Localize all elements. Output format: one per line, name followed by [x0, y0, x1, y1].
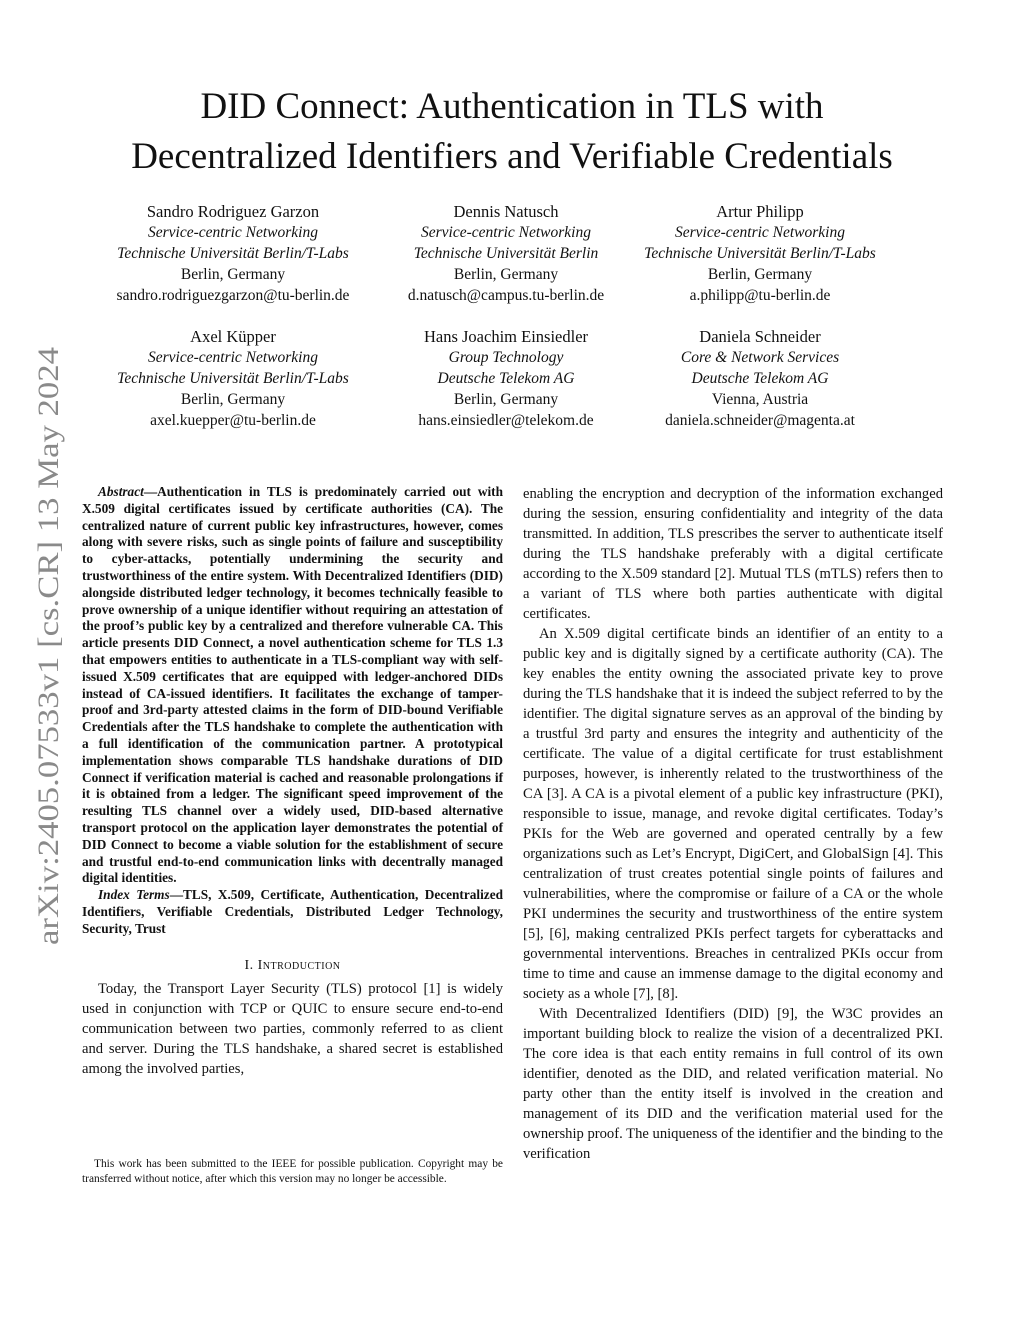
- left-column: [82, 484, 503, 1079]
- arxiv-stamp: [22, 345, 72, 945]
- author-dept: Service-centric Networking: [147, 349, 318, 366]
- author-email: d.natusch@campus.tu-berlin.de: [407, 287, 605, 304]
- author-dept: Service-centric Networking: [147, 224, 318, 241]
- author-name: Hans Joachim Einsiedler: [423, 327, 589, 346]
- author-name: Daniela Schneider: [699, 327, 821, 346]
- author-email: axel.kuepper@tu-berlin.de: [150, 412, 316, 429]
- author-email: daniela.schneider@magenta.at: [665, 412, 855, 429]
- abstract-text: —Authentication in TLS is predominately carried out with X.509 digital certificates issued by certificate authorities (CA). The centralized nature of current public key infrastructures, however, comes along with severe risks, such as single points of failure and susceptibility to cyber-attacks, potentially undermining the security and trustworthiness of the entire system. With Decentralized Identifiers (DID) alongside distributed ledger technology, it becomes technically feasible to prove ownership of a unique identifier without requiring an attestation of the proof’s public key by a centralized and therefore vulnerable CA. This article presents DID Connect, a novel authentication scheme for TLS 1.3 that empowers entities to authenticate in a TLS-compliant way with self-issued X.509 certificates that are equipped with ledger-anchored DIDs instead of CA-issued identifiers. It facilitates the exchange of tamper-proof and 3rd-party attested claims in the form of DID-bound Verifiable Credentials after the TLS handshake to complete the authentication with a full identification of the communication partner. A prototypical implementation shows comparable TLS handshake durations of DID Connect if verification material is cached and reasonable prolongations if it is obtained from a ledger. The significant speed improvement of the resulting TLS channel over a widely used, DID-based alternative transport protocol on the application layer demonstrates the potential of DID Connect to become a viable solution for the establishment of secure and trustful end-to-end communication links with decentrally managed digital identities.: [82, 484, 503, 886]
- abstract-label: Abstract: [98, 484, 144, 499]
- section-title: Introduction: [257, 957, 341, 973]
- author-org: Deutsche Telekom AG: [437, 370, 575, 387]
- intro-paragraph-1: Today, the Transport Layer Security (TLS) protocol [1] is widely used in conjunction with TCP or QUIC to ensure secure end-to-end communication between two parties, commonly referred to as client and server. During the TLS handshake, a shared secret is established among the involved parties,: [82, 980, 503, 1077]
- arxiv-id-text: arXiv:2405.07533v1 [cs.CR] 13 May 2024: [32, 428, 65, 945]
- author-org: Deutsche Telekom AG: [691, 370, 829, 387]
- author-location: Berlin, Germany: [707, 266, 813, 283]
- author-location: Berlin, Germany: [453, 391, 559, 408]
- author-name: Dennis Natusch: [453, 202, 559, 221]
- author-block: [73, 201, 393, 306]
- author-org: Technische Universität Berlin/T-Labs: [644, 245, 876, 262]
- author-dept: Service-centric Networking: [420, 224, 591, 241]
- author-name: Axel Küpper: [190, 327, 276, 346]
- author-dept: Service-centric Networking: [674, 224, 845, 241]
- author-location: Berlin, Germany: [180, 266, 286, 283]
- body-paragraph-3: With Decentralized Identifiers (DID) [9], the W3C provides an important building block to realize the vision of a decentralized PKI. The core idea is that each entity remains in full control of its own identifier, denoted as the DID, and related verification material. No party other than the entity itself is involved in the creation and management of its DID and the verification material used for the ownership proof. The uniqueness of the identifier and the binding to the verification: [523, 1006, 943, 1162]
- abstract: [82, 484, 503, 887]
- title-line-2: Decentralized Identifiers and Verifiable Credentials: [131, 136, 893, 177]
- paper-title: [60, 82, 964, 182]
- author-block: [600, 326, 920, 431]
- index-terms-text: —TLS, X.509, Certificate, Authentication, Decentralized Identifiers, Verifiable Credentials, Distributed Ledger Technology, Security, Trust: [82, 887, 503, 936]
- right-column: [523, 484, 943, 1164]
- body-paragraph-1: enabling the encryption and decryption of the information exchanged during the session, ensuring confidentiality and integrity of the data transmitted. In addition, TLS prescribes the server to authenticate itself during the TLS handshake preferably with a digital certificate according to the X.509 standard [2]. Mutual TLS (mTLS) refers then to a variant of TLS where both parties authenticate with digital certificates.: [523, 486, 943, 622]
- author-org: Technische Universität Berlin/T-Labs: [117, 370, 349, 387]
- author-name: Artur Philipp: [716, 202, 804, 221]
- footnote: This work has been submitted to the IEEE for possible publication. Copyright may be transferred without notice, after which this version may no longer be accessible.: [82, 1158, 503, 1185]
- author-block: [600, 201, 920, 306]
- body-paragraph-2: An X.509 digital certificate binds an identifier of an entity to a public key and is digitally signed by a certificate authority (CA). The key enables the entity owning the associated private key to prove during the TLS handshake that it is indeed the subject referred to by the identifier. The digital signature serves as an approval of the binding by a trustful 3rd party and ensures the integrity and authenticity of the certificate. The value of a digital certificate for trust establishment purposes, however, is inherently related to the trustworthiness of the CA [3]. A CA is a pivotal element of a public key infrastructure (PKI), responsible to issue, manage, and revoke digital certificates. Today’s PKIs for the Web are governed and operated centrally by a few organizations such as Let’s Encrypt, DigiCert, and GlobalSign [4]. This centralization of trust creates potential single points of failures and vulnerabilities, where the compromise or failure of a CA or the whole PKI undermines the security and trustworthiness of the entire system [5], [6], making centralized PKIs perfect targets for cyberattacks and governmental interventions. Breaches in centralized PKIs occur from time to time and cause an immense damage to the digital economy and society as a whole [7], [8].: [523, 626, 943, 1002]
- author-org: Technische Universität Berlin/T-Labs: [117, 245, 349, 262]
- author-name: Sandro Rodriguez Garzon: [146, 202, 320, 221]
- author-dept: Core & Network Services: [680, 349, 840, 366]
- section-number: I.: [244, 957, 254, 973]
- author-email: sandro.rodriguezgarzon@tu-berlin.de: [116, 287, 350, 304]
- author-org: Technische Universität Berlin: [413, 245, 599, 262]
- author-location: Vienna, Austria: [711, 391, 809, 408]
- index-terms-label: Index Terms: [98, 887, 170, 903]
- index-terms: [82, 887, 503, 937]
- author-email: a.philipp@tu-berlin.de: [689, 287, 831, 304]
- author-email: hans.einsiedler@telekom.de: [418, 412, 594, 429]
- author-dept: Group Technology: [448, 349, 564, 366]
- title-line-1: DID Connect: Authentication in TLS with: [200, 86, 824, 127]
- author-location: Berlin, Germany: [453, 266, 559, 283]
- author-location: Berlin, Germany: [180, 391, 286, 408]
- section-heading-introduction: [82, 958, 503, 974]
- author-block: [73, 326, 393, 431]
